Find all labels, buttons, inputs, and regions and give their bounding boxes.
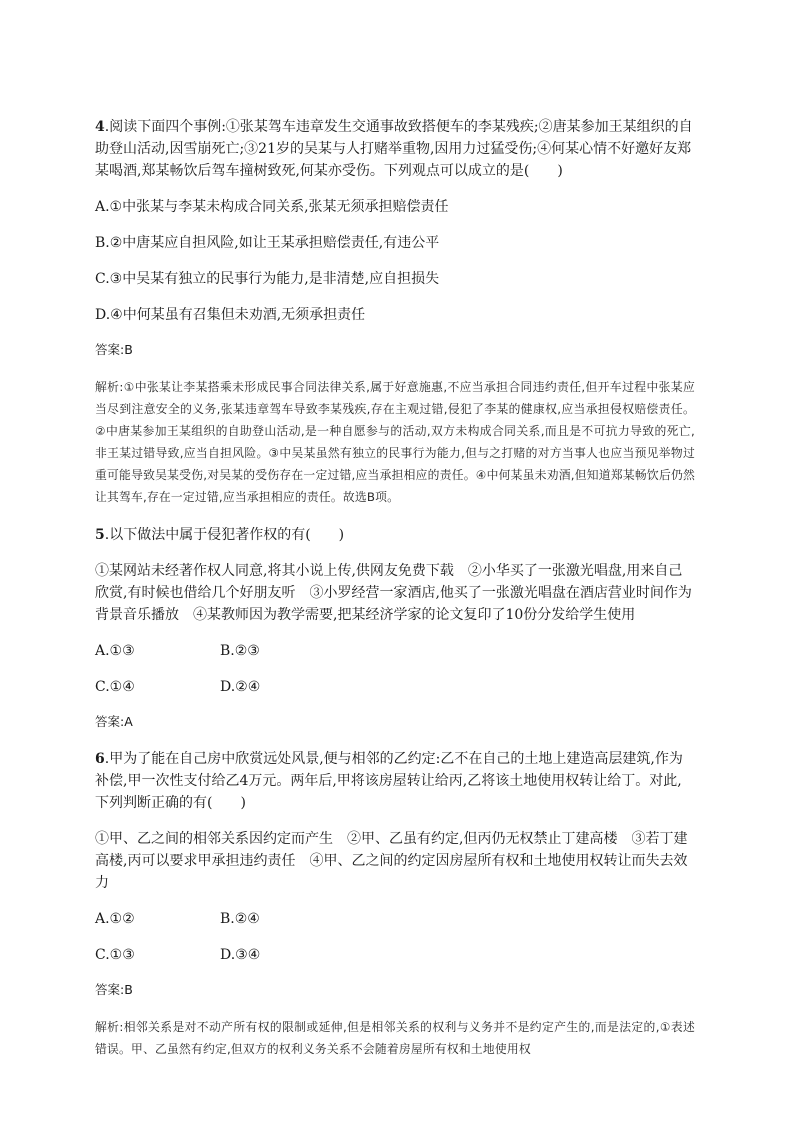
question-5-option-a: A.①③ (95, 643, 135, 659)
answer-value: B (124, 982, 133, 997)
question-4-option-d: D.④中何某虽有召集但未劝酒,无须承担责任 (95, 307, 366, 323)
question-6-option-b: B.②④ (220, 911, 260, 927)
question-6-options-row-1 (95, 908, 695, 930)
question-text: .阅读下面四个事例:①张某驾车违章发生交通事故致搭便车的李某残疾;②唐某参加王某组织的自助登山活动,因雪崩死亡;③21岁的吴某与人打赌举重物,因用力过猛受伤;④何某心情不好邀好友郑某喝酒,郑某畅饮后驾车撞树致死,何某亦受伤。下列观点可以成立的是( ) (95, 119, 693, 179)
question-5-answer (95, 712, 695, 732)
question-6-options-row-2 (95, 944, 695, 966)
question-5-stem (95, 524, 695, 546)
analysis-label: 解析: (95, 1020, 124, 1034)
answer-label: 答案: (95, 982, 125, 997)
answer-value: B (124, 342, 133, 357)
answer-label: 答案: (95, 342, 125, 357)
question-5-items: ①某网站未经著作权人同意,将其小说上传,供网友免费下载 ②小华买了一张激光唱盘,用来自己欣赏,有时候也借给几个好朋友听 ③小罗经营一家酒店,他买了一张激光唱盘在酒店营业时间作为背景音乐播放 ④某教师因为教学需要,把某经济学家的论文复印了10份分发给学生使用 (95, 563, 692, 623)
question-4-stem (95, 116, 695, 182)
question-6-option-a: A.①② (95, 911, 135, 927)
question-4-option-b: B.②中唐某应自担风险,如让王某承担赔偿责任,有违公平 (95, 235, 440, 251)
question-number: 4 (95, 119, 105, 135)
analysis-text: ①中张某让李某搭乘未形成民事合同法律关系,属于好意施惠,不应当承担合同违约责任,但开车过程中张某应当尽到注意安全的义务,张某违章驾车导致李某残疾,存在主观过错,侵犯了李某的健康权,应当承担侵权赔偿责任。②中唐某参加王某组织的自助登山活动,是一种自愿参与的活动,双方未构成合同关系,而且是不可抗力导致的死亡,非王某过错导致,应当自担风险。③中吴某虽然有独立的民事行为能力,但与之打赌的对方当事人也应当预见举物过重可能导致吴某受伤,对吴某的受伤存在一定过错,应当承担相应的责任。④中何某虽未劝酒,但知道郑某畅饮后仍然让其驾车,存在一定过错,应当承担相应的责任。故选B项。 (95, 380, 695, 504)
question-4-answer (95, 340, 695, 360)
question-4-analysis (95, 376, 695, 508)
question-5-option-c: C.①④ (95, 679, 135, 695)
question-6-stem (95, 748, 695, 814)
question-4-option-c: C.③中吴某有独立的民事行为能力,是非清楚,应自担损失 (95, 271, 440, 287)
document-content (95, 116, 695, 1076)
question-6-option-c: C.①③ (95, 947, 135, 963)
question-4-option-a: A.①中张某与李某未构成合同关系,张某无须承担赔偿责任 (95, 199, 449, 215)
question-text: .以下做法中属于侵犯著作权的有( ) (104, 527, 345, 543)
analysis-text: 相邻关系是对不动产所有权的限制或延伸,但是相邻关系的权利与义务并不是约定产生的,而是法定的,①表述错误。甲、乙虽然有约定,但双方的权利义务关系不会随着房屋所有权和土地使用权 (95, 1020, 695, 1056)
analysis-label: 解析: (95, 380, 124, 394)
question-number: 6 (95, 751, 105, 767)
question-5-option-b: B.②③ (220, 643, 260, 659)
question-5-options-row-2 (95, 676, 695, 698)
question-5-option-d: D.②④ (220, 679, 261, 695)
answer-label: 答案: (95, 714, 125, 729)
answer-value: A (124, 714, 133, 729)
question-6-option-d: D.③④ (220, 947, 261, 963)
question-5-options-row-1 (95, 640, 695, 662)
question-text: .甲为了能在自己房中欣赏远处风景,便与相邻的乙约定:乙不在自己的土地上建造高层建筑,作为补偿,甲一次性支付给乙4万元。两年后,甲将该房屋转让给丙,乙将该土地使用权转让给丁。对此,下列判断正确的有( ) (95, 751, 683, 811)
question-number: 5 (95, 527, 105, 543)
question-6-analysis (95, 1016, 695, 1060)
question-6-items: ①甲、乙之间的相邻关系因约定而产生 ②甲、乙虽有约定,但丙仍无权禁止丁建高楼 ③若丁建高楼,丙可以要求甲承担违约责任 ④甲、乙之间的约定因房屋所有权和土地使用权转让而失去效力 (95, 831, 688, 891)
question-6-answer (95, 980, 695, 1000)
